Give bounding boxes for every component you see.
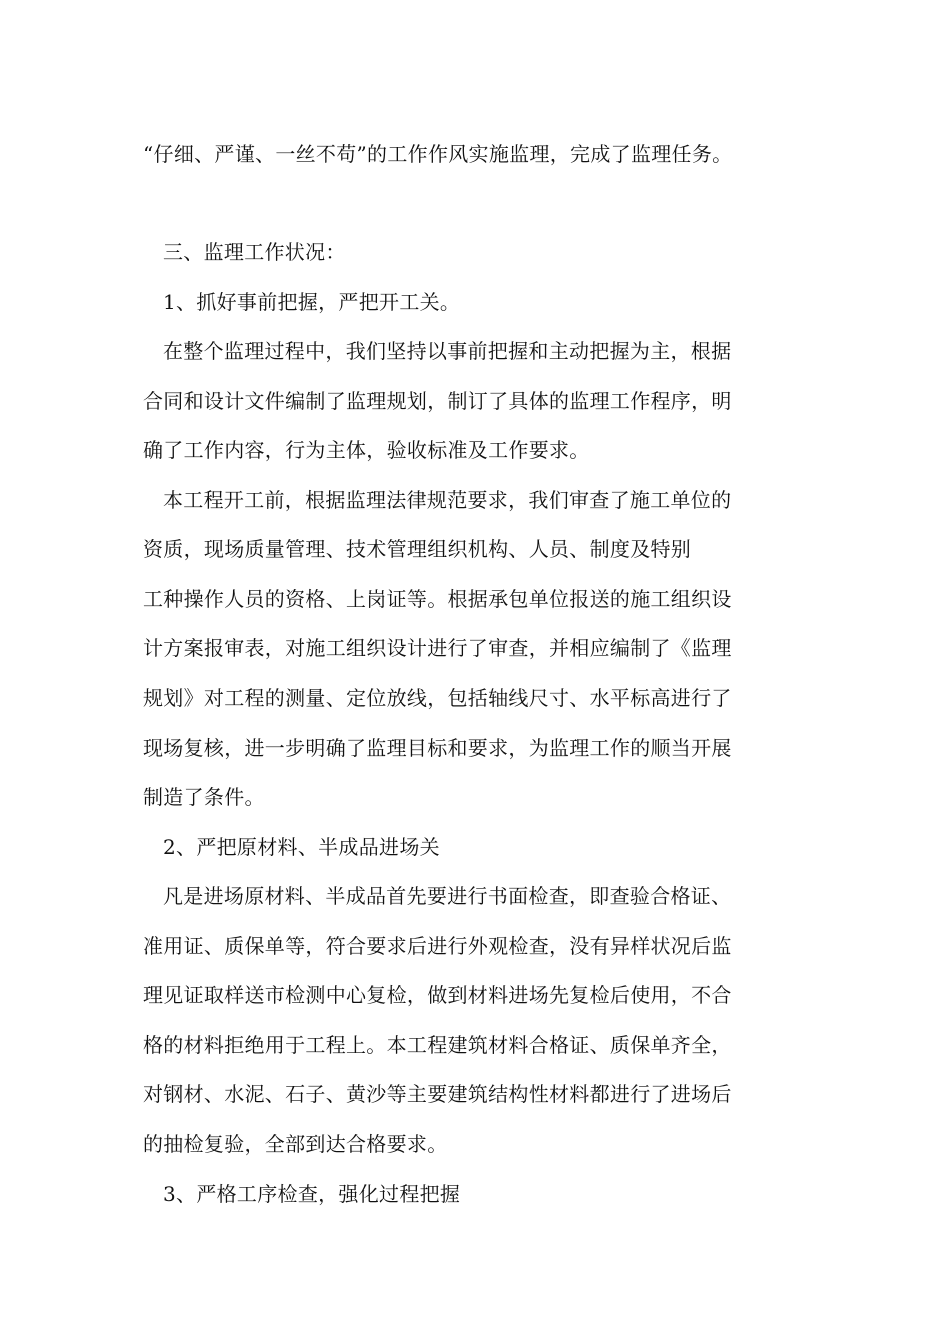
paragraph-line: 对钢材、水泥、石子、黄沙等主要建筑结构性材料都进行了进场后 (143, 1082, 732, 1106)
paragraph-line: 规划》对工程的测量、定位放线，包括轴线尺寸、水平标高进行了 (143, 686, 732, 710)
paragraph-line: 在整个监理过程中，我们坚持以事前把握和主动把握为主，根据 (163, 339, 732, 363)
paragraph-line: 资质，现场质量管理、技术管理组织机构、人员、制度及特别 (143, 537, 692, 561)
subsection-heading: 3、严格工序检查，强化过程把握 (163, 1182, 461, 1206)
paragraph-line: 格的材料拒绝用于工程上。本工程建筑材料合格证、质保单齐全， (143, 1033, 732, 1057)
paragraph-line: 的抽检复验，全部到达合格要求。 (143, 1132, 448, 1156)
paragraph-line: 理见证取样送市检测中心复检，做到材料进场先复检后使用，不合 (143, 983, 732, 1007)
paragraph-line: 制造了条件。 (143, 785, 265, 809)
paragraph-line: 本工程开工前，根据监理法律规范要求，我们审查了施工单位的 (163, 488, 732, 512)
paragraph-line: 准用证、质保单等，符合要求后进行外观检查，没有异样状况后监 (143, 934, 732, 958)
paragraph-line: 确了工作内容，行为主体，验收标准及工作要求。 (143, 438, 590, 462)
paragraph-line: “仔细、严谨、一丝不苟”的工作作风实施监理，完成了监理任务。 (143, 142, 733, 166)
subsection-heading: 2、严把原材料、半成品进场关 (163, 835, 440, 859)
paragraph-line: 合同和设计文件编制了监理规划，制订了具体的监理工作程序，明 (143, 389, 732, 413)
paragraph-line: 凡是进场原材料、半成品首先要进行书面检查，即查验合格证、 (163, 884, 732, 908)
subsection-heading: 1、抓好事前把握，严把开工关。 (163, 290, 461, 314)
paragraph-line: 计方案报审表，对施工组织设计进行了审查，并相应编制了《监理 (143, 636, 732, 660)
paragraph-line: 工种操作人员的资格、上岗证等。根据承包单位报送的施工组织设 (143, 587, 732, 611)
section-heading: 三、监理工作状况： (163, 240, 346, 264)
paragraph-line: 现场复核，进一步明确了监理目标和要求，为监理工作的顺当开展 (143, 736, 732, 760)
